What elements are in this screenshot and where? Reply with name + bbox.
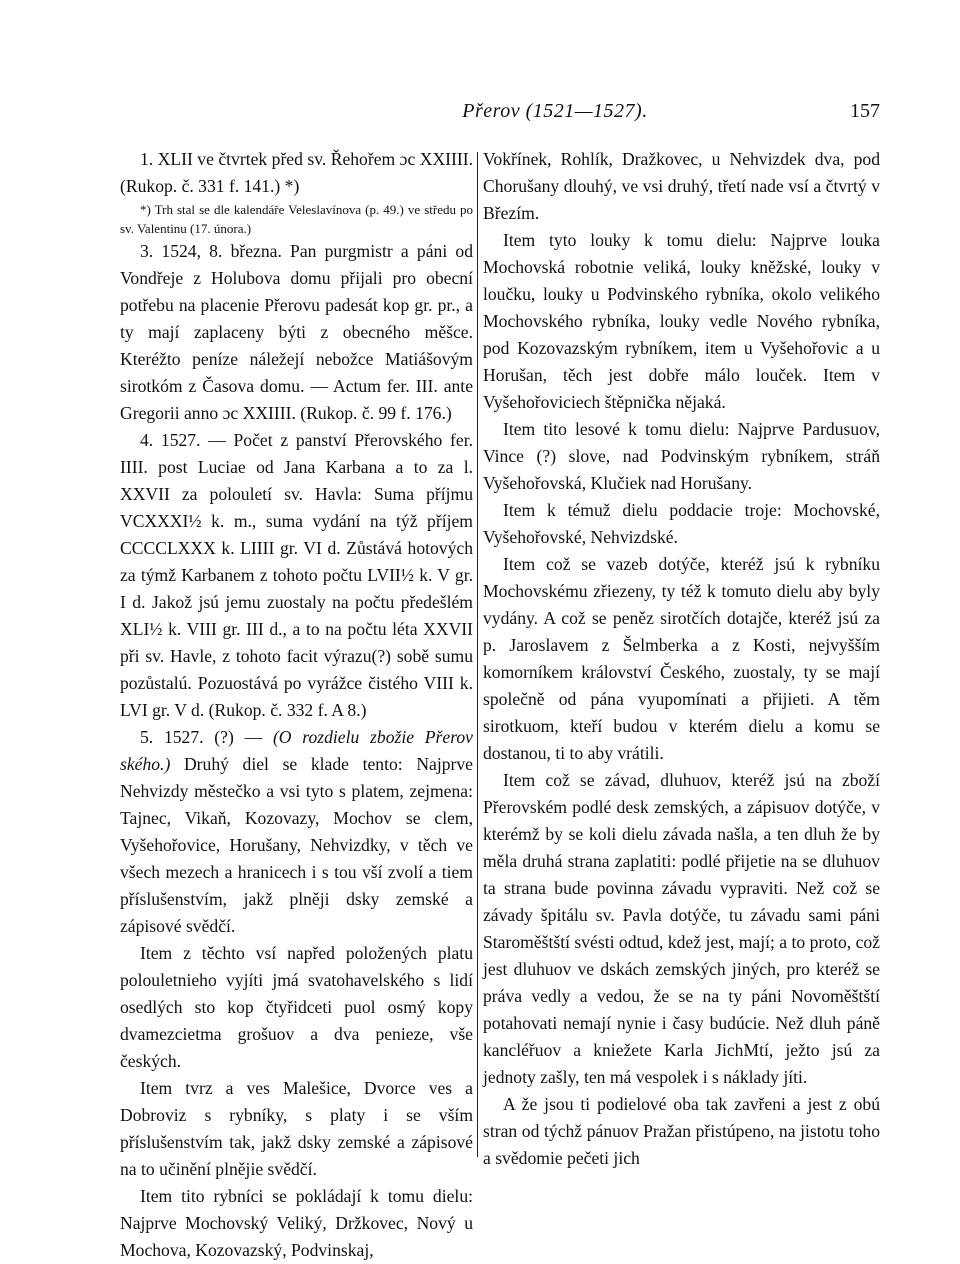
entry-5-text: Druhý diel se klade tento: Najprve Nehvizdy městečko a vsi tyto s platem, zejmena: Tajnec, Vikaň, Kozovazy, Mochov se clem, Vyšehořovice, Horušany, Nehvizdky, v těch ve všech mezech a hranicech i s tou vší zvolí a tiem příslušenstvím, jakž plněji dsky zemské a zápisové svědčí. [120, 754, 473, 936]
paragraph-entry-5 [120, 724, 473, 940]
paragraph-right-3: Item tito lesové k tomu dielu: Najprve Pardusuov, Vince (?) slove, nad Podvinským rybníkem, stráň Vyšehořovská, Klučiek nad Horušany. [483, 419, 880, 493]
paragraph-right-2: Item tyto louky k tomu dielu: Najprve louka Mochovská robotnie veliká, louky kněžské, louky v loučku, louky u Podvinského rybníka, okolo velikého Mochovského rybníka, louky vedle Nového rybníka, pod Kozovazským rybníkem, item u Vyšehořovic a u Horušan, těch jest dobře málo louček. Item v Vyšehořoviciech štěpnička nějaká. [483, 230, 880, 412]
paragraph-right-7: A že jsou ti podielové oba tak zavřeni a jest z obú stran od týchž pánuov Pražan přistúpeno, na jistotu toho a svědomie pečeti jich [483, 1094, 880, 1168]
paragraph-left-7: Item tvrz a ves Malešice, Dvorce ves a Dobroviz s rybníky, s platy i se vším příslušenstvím tak, jakž dsky zemské a zápisové na to učinění plnějie svědčí. [120, 1078, 473, 1179]
left-column [120, 146, 473, 1264]
paragraph-right-5: Item což se vazeb dotýče, kteréž jsú k rybníku Mochovskému zřiezeny, ty též k tomuto dielu aby byly vydány. A což se peněz sirotčích dotajče, kteréž jsú za p. Jaroslavem z Šelmberka a z Kosti, nejvyšším komorníkem království Českého, zuostaly, ty se mají společně od pána vyupomínati a přijieti. A těm sirotkuom, kteří budou v kterém dielu a komu se dostanou, ti to aby vrátili. [483, 554, 880, 763]
paragraph-left-8: Item tito rybníci se pokládají k tomu dielu: Najprve Mochovský Veliký, Držkovec, Nový u Mochova, Kozovazský, Podvinskaj, [120, 1186, 473, 1260]
paragraph-right-1: Vokřínek, Rohlík, Dražkovec, u Nehvizdek dva, pod Chorušany dlouhý, ve vsi druhý, třetí nade vsí a čtvrtý v Březím. [483, 149, 880, 223]
entry-5-number: 5. 1527. (?) — [140, 727, 263, 747]
paragraph-entry-4: 4. 1527. — Počet z panství Přerovského fer. IIII. post Luciae od Jana Karbana a to za l. XXVII za polouletí sv. Havla: Suma příjmu VCXXXI½ k. m., suma vydání na týž příjem CCCCLXXX k. LIIII gr. VI d. Zůstává hotových za týmž Karbanem z tohoto počtu LVII½ k. V gr. I d. Jakož jsú jemu zuostaly na počtu předešlém XLI½ k. VIII gr. III d., a to na počtu léta XXVII při sv. Havle, z tohoto facit výrazu(?) sobě sumu pozůstalú. Pozuostává po vyrážce čistého VIII k. LVI gr. V d. (Rukop. č. 332 f. A 8.) [120, 430, 473, 720]
page-header [120, 100, 880, 130]
entry-5-title: (O rozdielu zbožie Přerov ského.) [120, 727, 473, 774]
column-divider [477, 152, 478, 1157]
paragraph-entry-1: 1. XLII ve čtvrtek před sv. Řehořem ɔc XXIIII. (Rukop. č. 331 f. 141.) *) [120, 149, 473, 196]
paragraph-right-6: Item což se závad, dluhuov, kteréž jsú na zboží Přerovském podlé desk zemských, a zápisuov dotýče, v kterémž by se koli dielu závada našla, a ten dluh že by měla druhá strana zaplatiti: podlé přijetie na se dluhuov ta strana bude povinna závadu vypraviti. Než což se závady špitálu sv. Pavla dotýče, tu závadu sami páni Staroměštští svésti odtud, kdež jest, mají; a to proto, což jest dluhuov ve dskách zemských jiných, pro kteréž se práva vedly a vedou, že se na ty páni Novoměštští potahovati nemají nynie i časy budúcie. Než dluh páně kancléřuov a kniežete Karla JichMtí, ježto jsú za jednoty zašly, ten má vespolek i s náklady jíti. [483, 770, 880, 1087]
paragraph-entry-3: 3. 1524, 8. března. Pan purgmistr a páni od Vondřeje z Holubova domu přijali pro obecní potřebu na placenie Přerovu padesát kop gr. pr., a ty mají zaplaceny býti z obecného měšce. Kteréžto peníze náležejí nebožce Matiášovým sirotkóm z Časova domu. — Actum fer. III. ante Gregorii anno ɔc XXIIII. (Rukop. č. 99 f. 176.) [120, 241, 473, 423]
paragraph-left-6: Item z těchto vsí napřed položených platu polouletnieho vyjíti jmá svatohavelského s lidí osedlých sto kop čtyřidceti puol osmý kopy dvamezcietma grošuov a dva penieze, vše českých. [120, 943, 473, 1071]
footnote: *) Trh stal se dle kalendáře Veleslavínova (p. 49.) ve středu po sv. Valentinu (17. února.) [120, 202, 473, 236]
running-title: Přerov (1521—1527). [462, 100, 648, 122]
right-column [483, 146, 880, 1172]
page-number: 157 [850, 100, 880, 122]
paragraph-right-4: Item k témuž dielu poddacie troje: Mochovské, Vyšehořovské, Nehvizdské. [483, 500, 880, 547]
